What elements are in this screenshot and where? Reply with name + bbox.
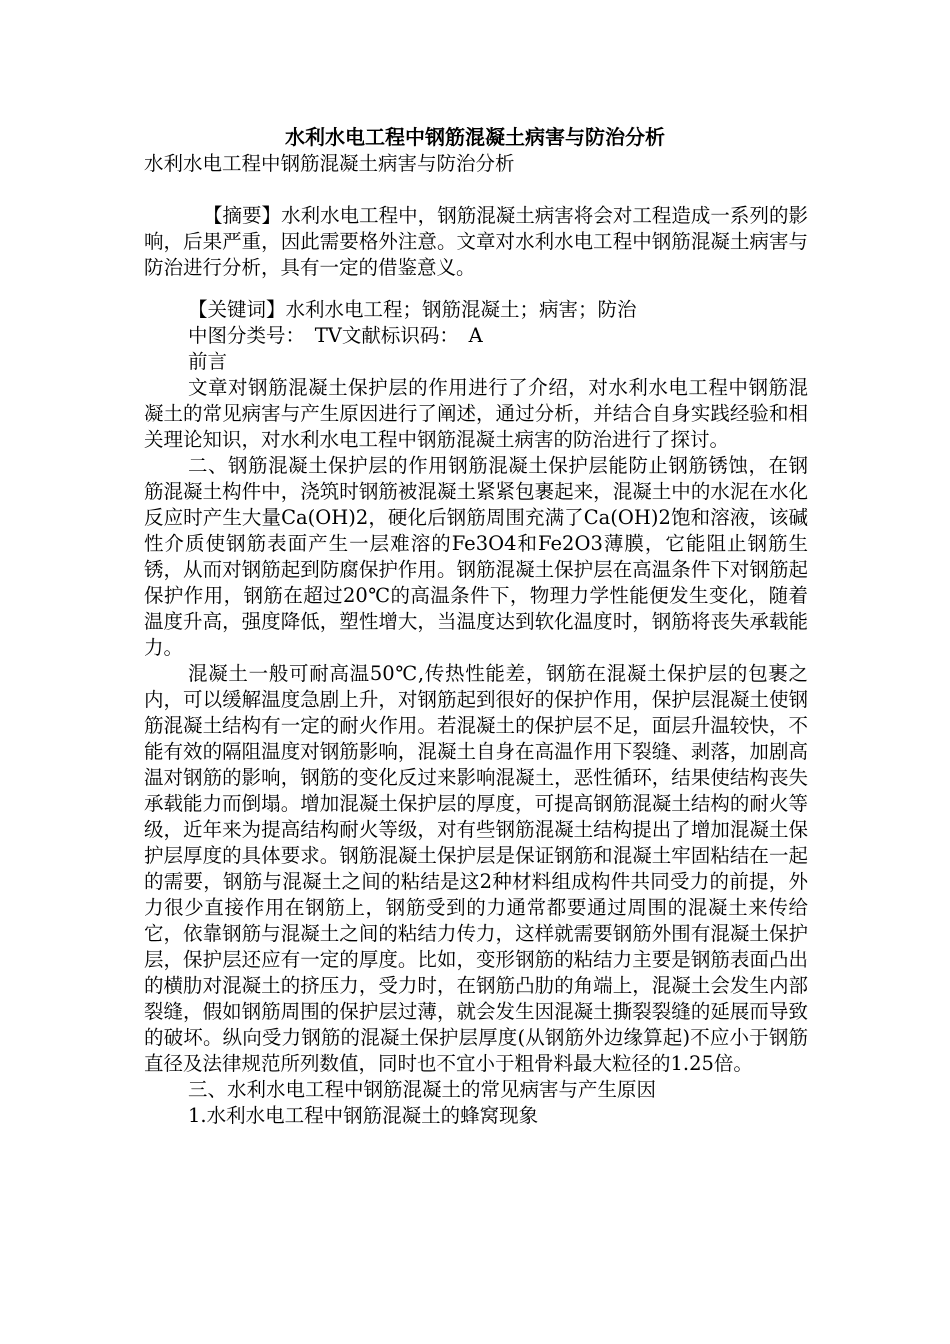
classification-line: 中图分类号： TV文献标识码： A xyxy=(188,324,483,347)
body-paragraph-protective-layer: 二、钢筋混凝土保护层的作用钢筋混凝土保护层能防止钢筋锈蚀，在钢筋混凝土构件中，浇筑时钢筋被混凝土紧紧包裹起来，混凝土中的水泥在水化反应时产生大量Ca(OH)2，硬化后钢筋周围充满了Ca(OH)2饱和溶液，该碱性介质使钢筋表面产生一层难溶的Fe3O4和Fe2O3薄膜，它能阻止钢筋生锈，从而对钢筋起到防腐保护作用。钢筋混凝土保护层在高温条件下对钢筋起保护作用，钢筋在超过20℃的高温条件下，物理力学性能便发生变化，随着温度升高，强度降低，塑性增大，当温度达到软化温度时，钢筋将丧失承载能力。 xyxy=(144,454,808,659)
abstract-paragraph: 【摘要】水利水电工程中，钢筋混凝土病害将会对工程造成一系列的影响，后果严重，因此需要格外注意。文章对水利水电工程中钢筋混凝土病害与防治进行分析，具有一定的借鉴意义。 xyxy=(144,204,808,279)
body-paragraph-fire-resistance: 混凝土一般可耐高温50℃,传热性能差，钢筋在混凝土保护层的包裹之内，可以缓解温度急剧上升，对钢筋起到很好的保护作用，保护层混凝土使钢筋混凝土结构有一定的耐火作用。若混凝土的保护层不足，面层升温较快，不能有效的隔阻温度对钢筋影响，混凝土自身在高温作用下裂缝、剥落，加剧高温对钢筋的影响，钢筋的变化反过来影响混凝土，恶性循环，结果使结构丧失承载能力而倒塌。增加混凝土保护层的厚度，可提高钢筋混凝土结构的耐火等级，近年来为提高结构耐火等级，对有些钢筋混凝土结构提出了增加混凝土保护层厚度的具体要求。钢筋混凝土保护层是保证钢筋和混凝土牢固粘结在一起的需要，钢筋与混凝土之间的粘结是这2种材料组成构件共同受力的前提，外力很少直接作用在钢筋上，钢筋受到的力通常都要通过周围的混凝土来传给它，依靠钢筋与混凝土之间的粘结力传力，这样就需要钢筋外围有混凝土保护层，保护层还应有一定的厚度。比如，变形钢筋的粘结力主要是钢筋表面凸出的横肋对混凝土的挤压力，受力时，在钢筋凸肋的角端上，混凝土会发生内部裂缝，假如钢筋周围的保护层过薄，就会发生因混凝土撕裂裂缝的延展而导致的破坏。纵向受力钢筋的混凝土保护层厚度(从钢筋外边缘算起)不应小于钢筋直径及法律规范所列数值，同时也不宜小于粗骨料最大粒径的1.25倍。 xyxy=(144,662,808,1075)
abstract-block xyxy=(144,203,808,281)
section-heading-3: 三、水利水电工程中钢筋混凝土的常见病害与产生原因 xyxy=(188,1078,657,1101)
body-paragraph-intro: 文章对钢筋混凝土保护层的作用进行了介绍，对水利水电工程中钢筋混凝土的常见病害与产生原因进行了阐述，通过分析，并结合自身实践经验和相关理论知识，对水利水电工程中钢筋混凝土病害的防治进行了探讨。 xyxy=(144,376,808,451)
document-title: 水利水电工程中钢筋混凝土病害与防治分析 xyxy=(285,125,665,149)
main-text xyxy=(144,297,808,1129)
preface-heading: 前言 xyxy=(188,350,228,373)
document-subtitle: 水利水电工程中钢筋混凝土病害与防治分析 xyxy=(144,152,515,175)
subsection-heading-1: 1.水利水电工程中钢筋混凝土的蜂窝现象 xyxy=(188,1104,539,1127)
keywords-line: 【关键词】水利水电工程；钢筋混凝土；病害；防治 xyxy=(188,298,637,321)
